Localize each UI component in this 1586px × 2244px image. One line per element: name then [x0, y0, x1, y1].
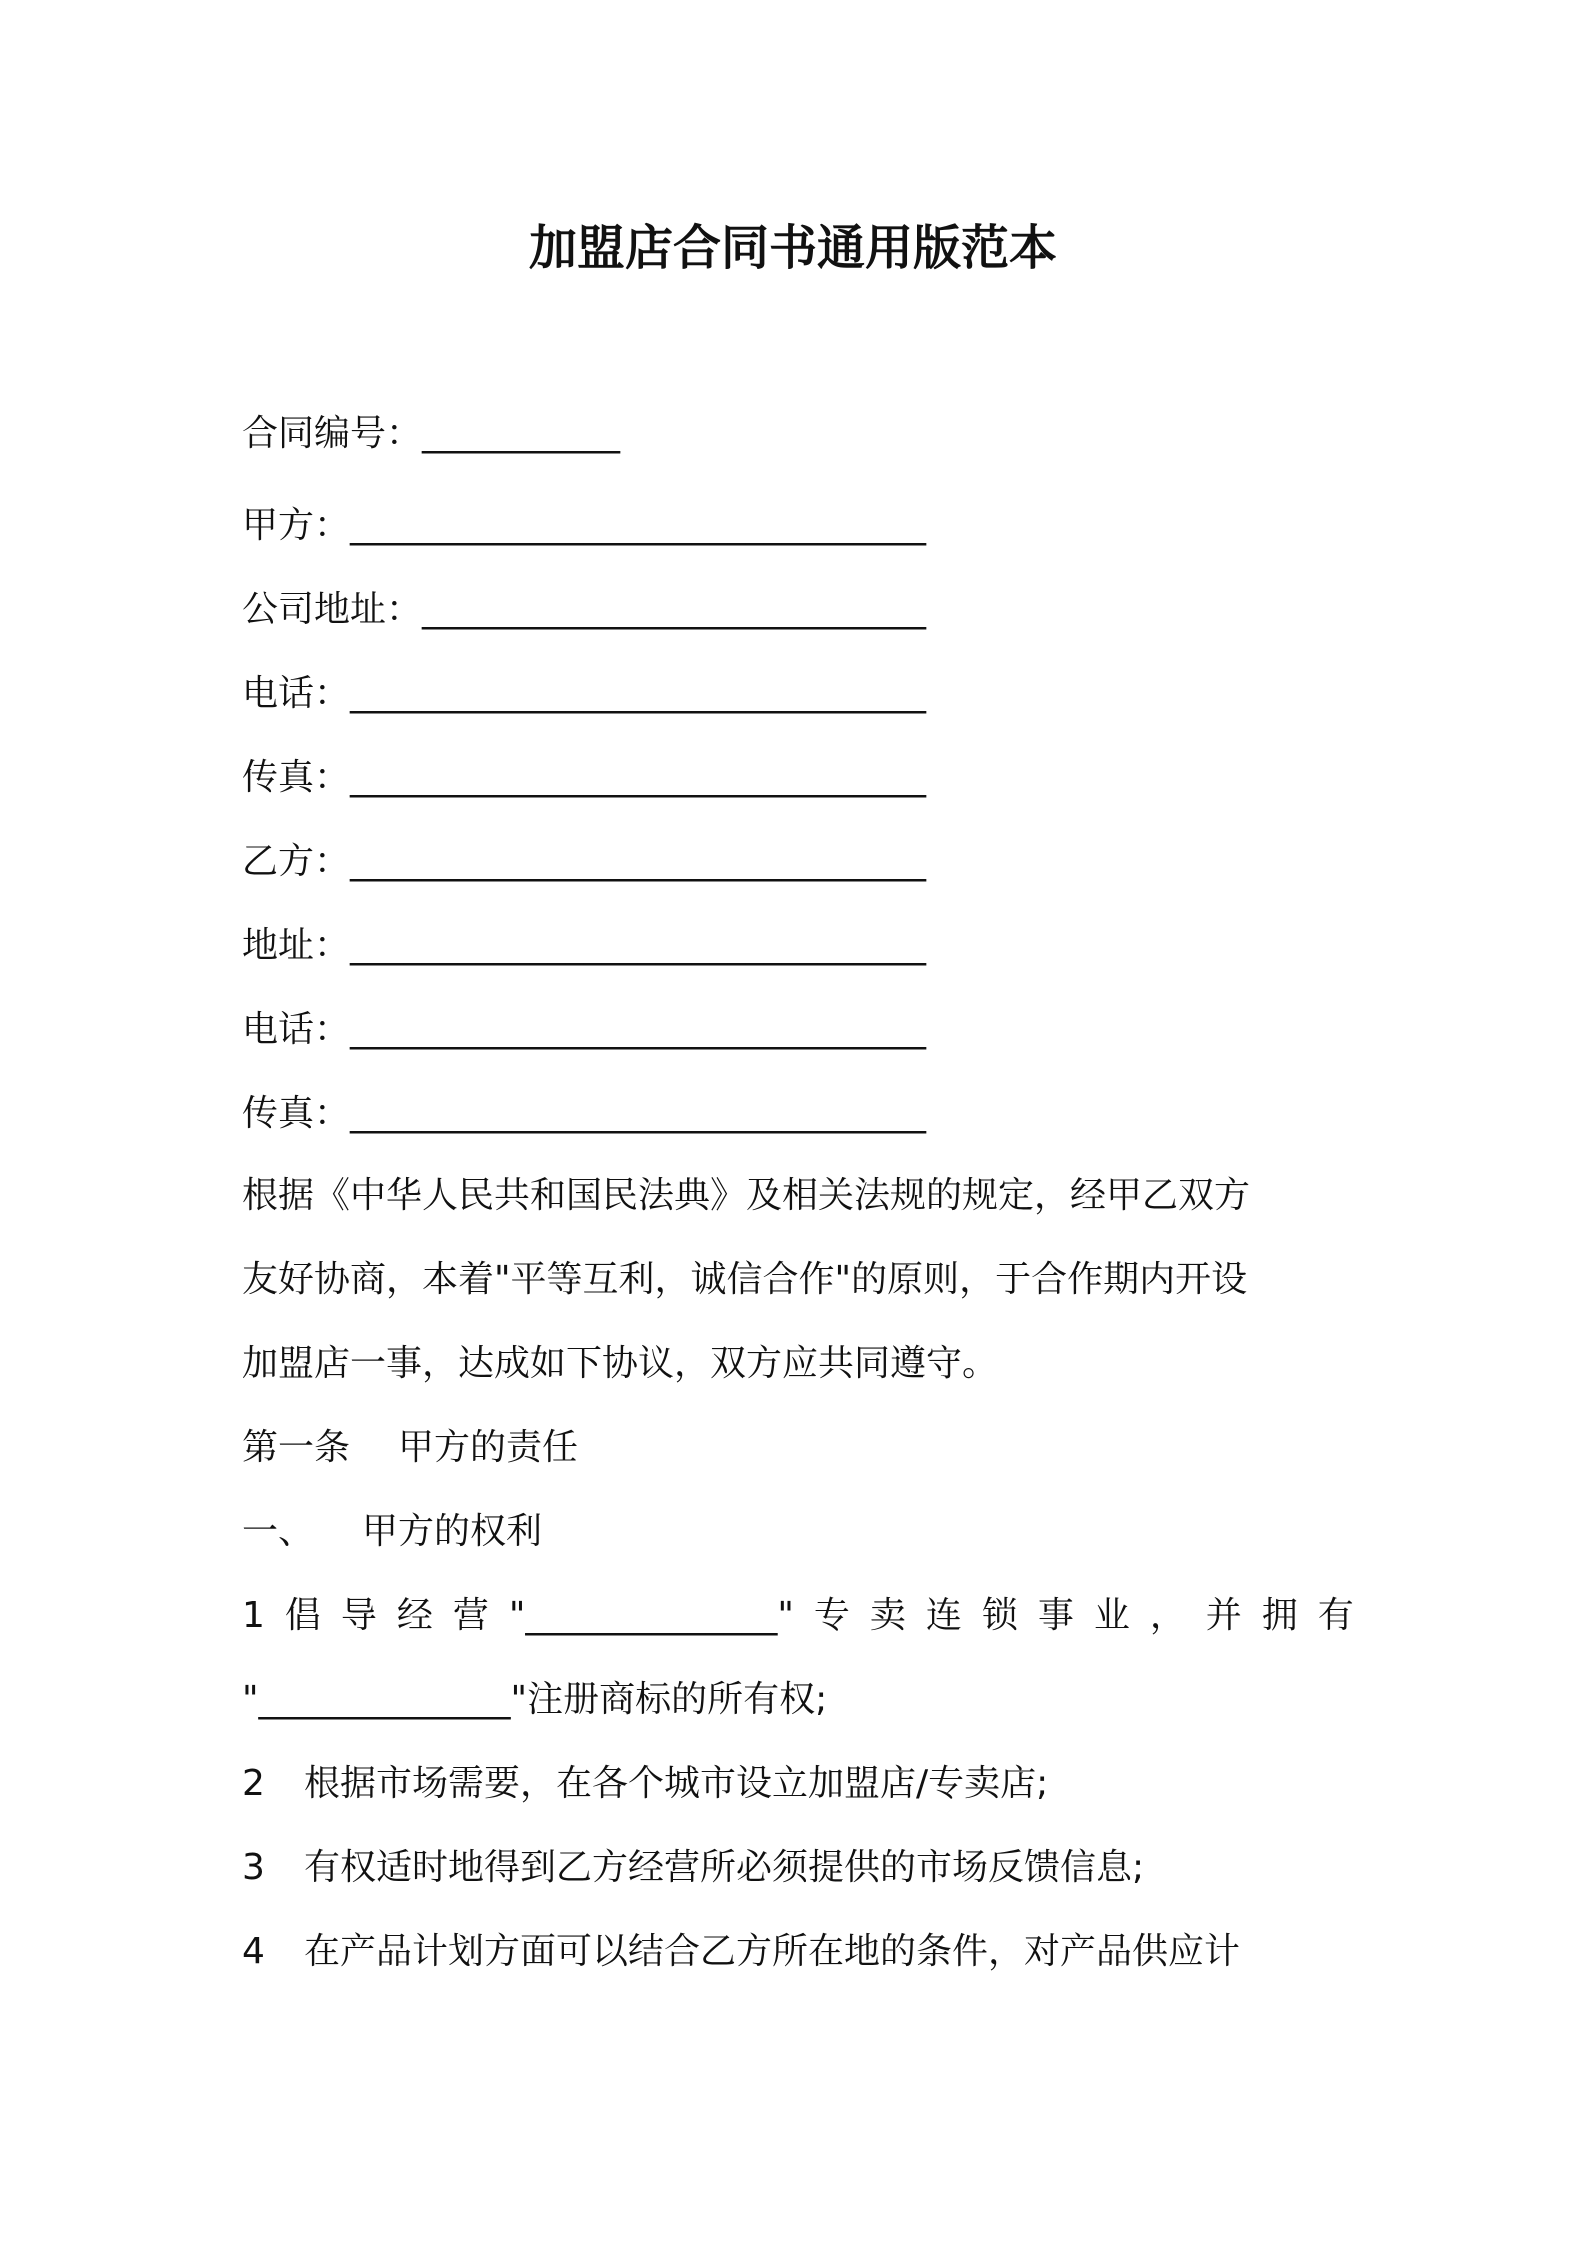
item-number: 3: [242, 1847, 265, 1888]
party-b-address-field: 地址：________________________________: [242, 925, 927, 966]
party-a-field: 甲方：________________________________: [242, 505, 927, 546]
item-number: 1: [242, 1595, 265, 1636]
preamble-line: 加盟店一事，达成如下协议，双方应共同遵守。: [242, 1343, 999, 1384]
party-a-phone-field: 电话：________________________________: [242, 673, 927, 714]
item-text: 有权适时地得到乙方经营所必须提供的市场反馈信息;: [304, 1847, 1145, 1888]
item-text: 根据市场需要，在各个城市设立加盟店/专卖店;: [304, 1763, 1049, 1804]
article-heading: [242, 1420, 578, 1476]
item-text: 在产品计划方面可以结合乙方所在地的条件，对产品供应计: [304, 1931, 1241, 1972]
list-item: [242, 1924, 1240, 1980]
article-title: 甲方的责任: [398, 1427, 579, 1468]
document-title: 加盟店合同书通用版范本: [528, 220, 1057, 276]
list-item: [242, 1756, 1048, 1812]
list-item: [242, 1840, 1144, 1896]
party-b-field: 乙方：________________________________: [242, 841, 927, 882]
party-b-fax-field: 传真：________________________________: [242, 1093, 927, 1134]
item-number: 4: [242, 1931, 265, 1972]
section-heading: [242, 1504, 542, 1560]
section-number: 一、: [242, 1511, 315, 1552]
preamble-line: 友好协商，本着"平等互利，诚信合作"的原则，于合作期内开设: [242, 1259, 1248, 1300]
preamble-line: 根据《中华人民共和国民法典》及相关法规的规定，经甲乙双方: [242, 1175, 1251, 1216]
item-number: 2: [242, 1763, 265, 1804]
article-number: 第一条: [242, 1427, 351, 1468]
company-address-field: 公司地址：____________________________: [242, 589, 927, 630]
section-title: 甲方的权利: [362, 1511, 543, 1552]
party-b-phone-field: 电话：________________________________: [242, 1009, 927, 1050]
contract-number-field: 合同编号：___________: [242, 413, 621, 454]
item-1-line-1: 1 倡 导 经 营 "______________" 专 卖 连 锁 事 业 ， 并 拥 有: [242, 1588, 1354, 1644]
party-a-fax-field: 传真：________________________________: [242, 757, 927, 798]
item-1-line-2: "______________"注册商标的所有权;: [242, 1679, 828, 1720]
